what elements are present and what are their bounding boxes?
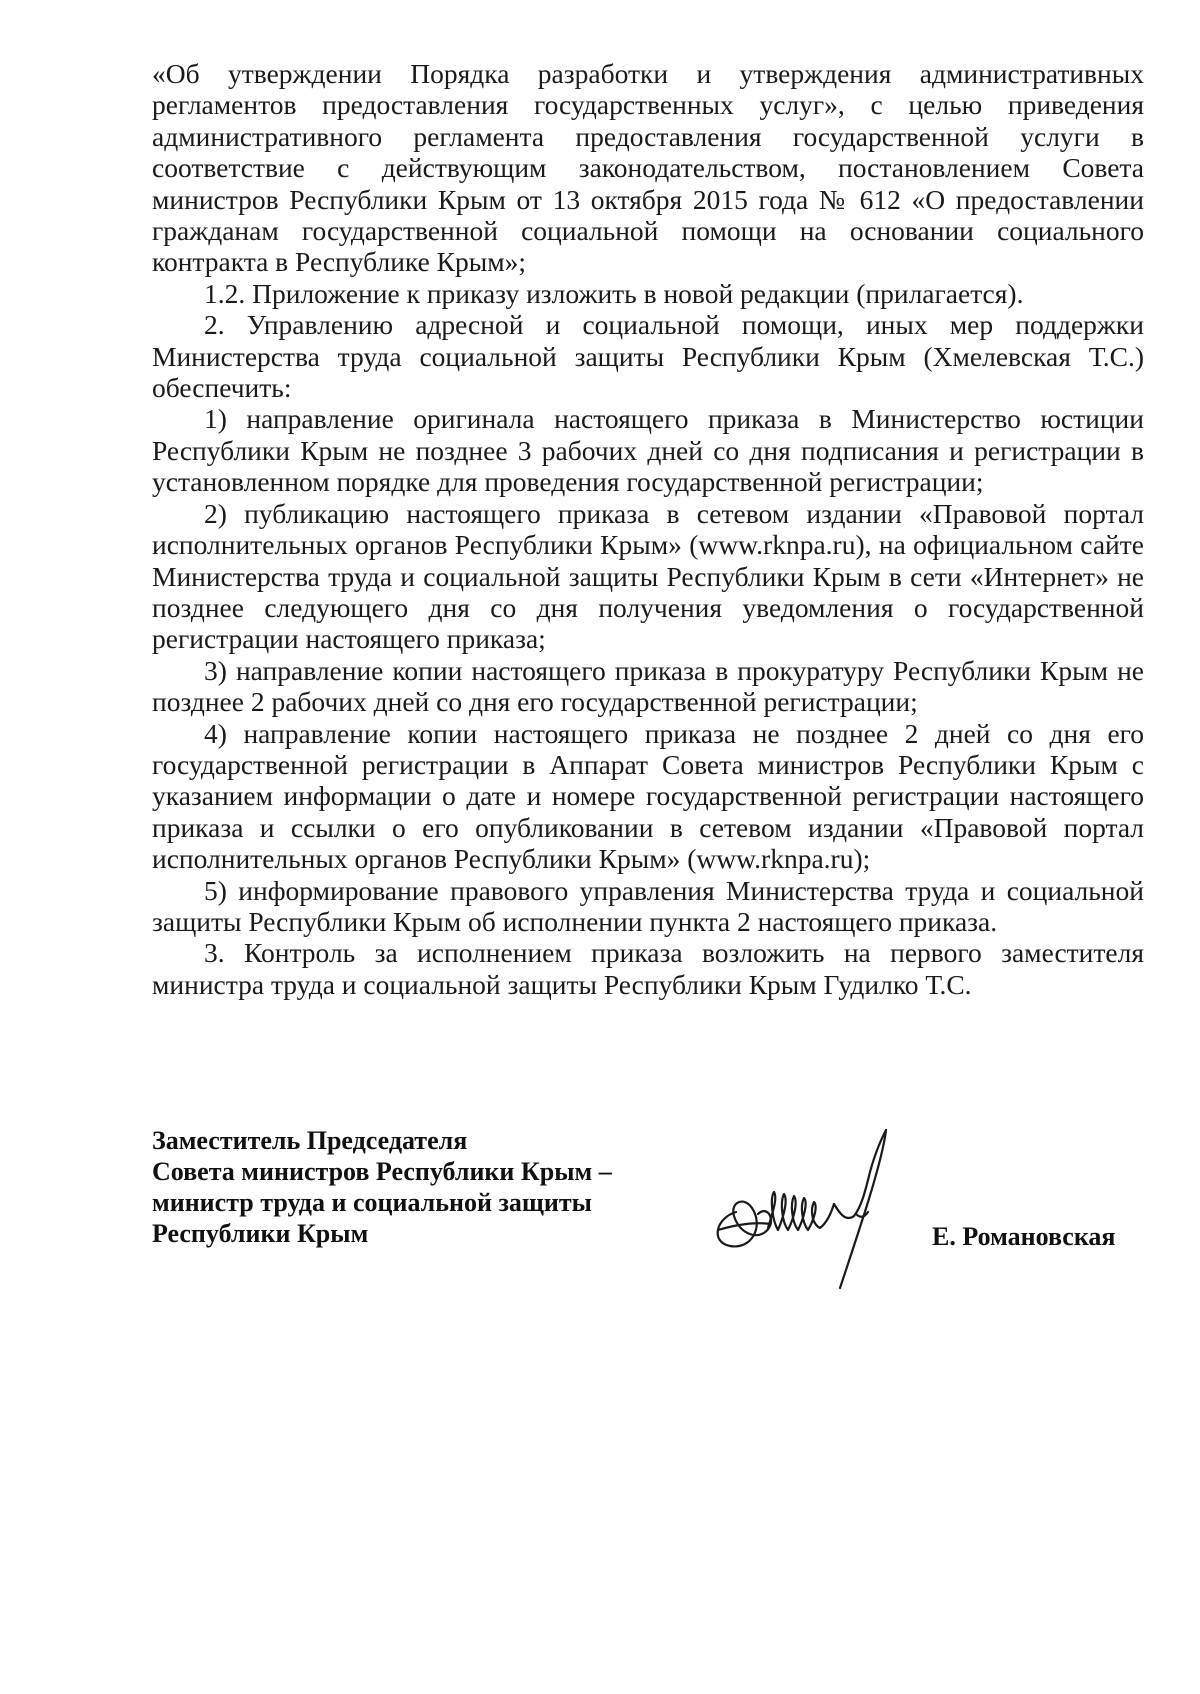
signatory-title-line-4: Республики Крым	[152, 1219, 369, 1248]
paragraph-2-item-5: 5) информирование правового управления Министерства труда и социальной защиты Республики Крым об исполнении пункта 2 настоящего приказа.	[152, 874, 1144, 937]
signatory-name: Е. Романовская	[932, 1222, 1116, 1251]
signatory-title	[152, 1125, 612, 1249]
handwritten-signature	[708, 1118, 918, 1294]
paragraph-3: 3. Контроль за исполнением приказа возложить на первого заместителя министра труда и социальной защиты Республики Крым Гудилко Т.С.	[152, 937, 1144, 1000]
signatory-title-line-2: Совета министров Республики Крым –	[152, 1157, 612, 1186]
paragraph-2-item-3: 3) направление копии настоящего приказа в прокуратуру Республики Крым не позднее 2 рабочих дней со дня его государственной регистрации;	[152, 654, 1144, 718]
signatory-title-line-3: министр труда и социальной защиты	[152, 1188, 592, 1217]
paragraph-2: 2. Управлению адресной и социальной помощи, иных мер поддержки Министерства труда социальной защиты Республики Крым (Хмелевская Т.С.) обеспечить:	[152, 309, 1144, 404]
document-body	[152, 58, 1144, 1000]
paragraph-1-2: 1.2. Приложение к приказу изложить в новой редакции (прилагается).	[204, 277, 1024, 309]
paragraph-2-item-1: 1) направление оригинала настоящего приказа в Министерство юстиции Республики Крым не позднее 3 рабочих дней со дня подписания и регистрации в установленном порядке для проведения государственной регистрации;	[152, 403, 1144, 498]
paragraph-2-item-4: 4) направление копии настоящего приказа не позднее 2 дней со дня его государственной регистрации в Аппарат Совета министров Республики Крым с указанием информации о дате и номере государственной регистрации настоящего приказа и ссылки о его опубликовании в сетевом издании «Правовой портал исполнительных органов Республики Крым» (www.rknpa.ru);	[152, 717, 1144, 875]
paragraph-2-item-2: 2) публикацию настоящего приказа в сетевом издании «Правовой портал исполнительных органов Республики Крым» (www.rknpa.ru), на официальном сайте Министерства труда и социальной защиты Республики Крым в сети «Интернет» не позднее следующего дня со дня получения уведомления о государственной регистрации настоящего приказа;	[152, 497, 1144, 655]
signatory-title-line-1: Заместитель Председателя	[152, 1126, 468, 1155]
paragraph-preamble-continuation: «Об утверждении Порядка разработки и утверждения административных регламентов предоставления государственных услуг», с целью приведения административного регламента предоставления государственной услуги в соответствие с действующим законодательством, постановлением Совета министров Республики Крым от 13 октября 2015 года № 612 «О предоставлении гражданам государственной социальной помощи на основании социального контракта в Республике Крым»;	[152, 58, 1144, 278]
